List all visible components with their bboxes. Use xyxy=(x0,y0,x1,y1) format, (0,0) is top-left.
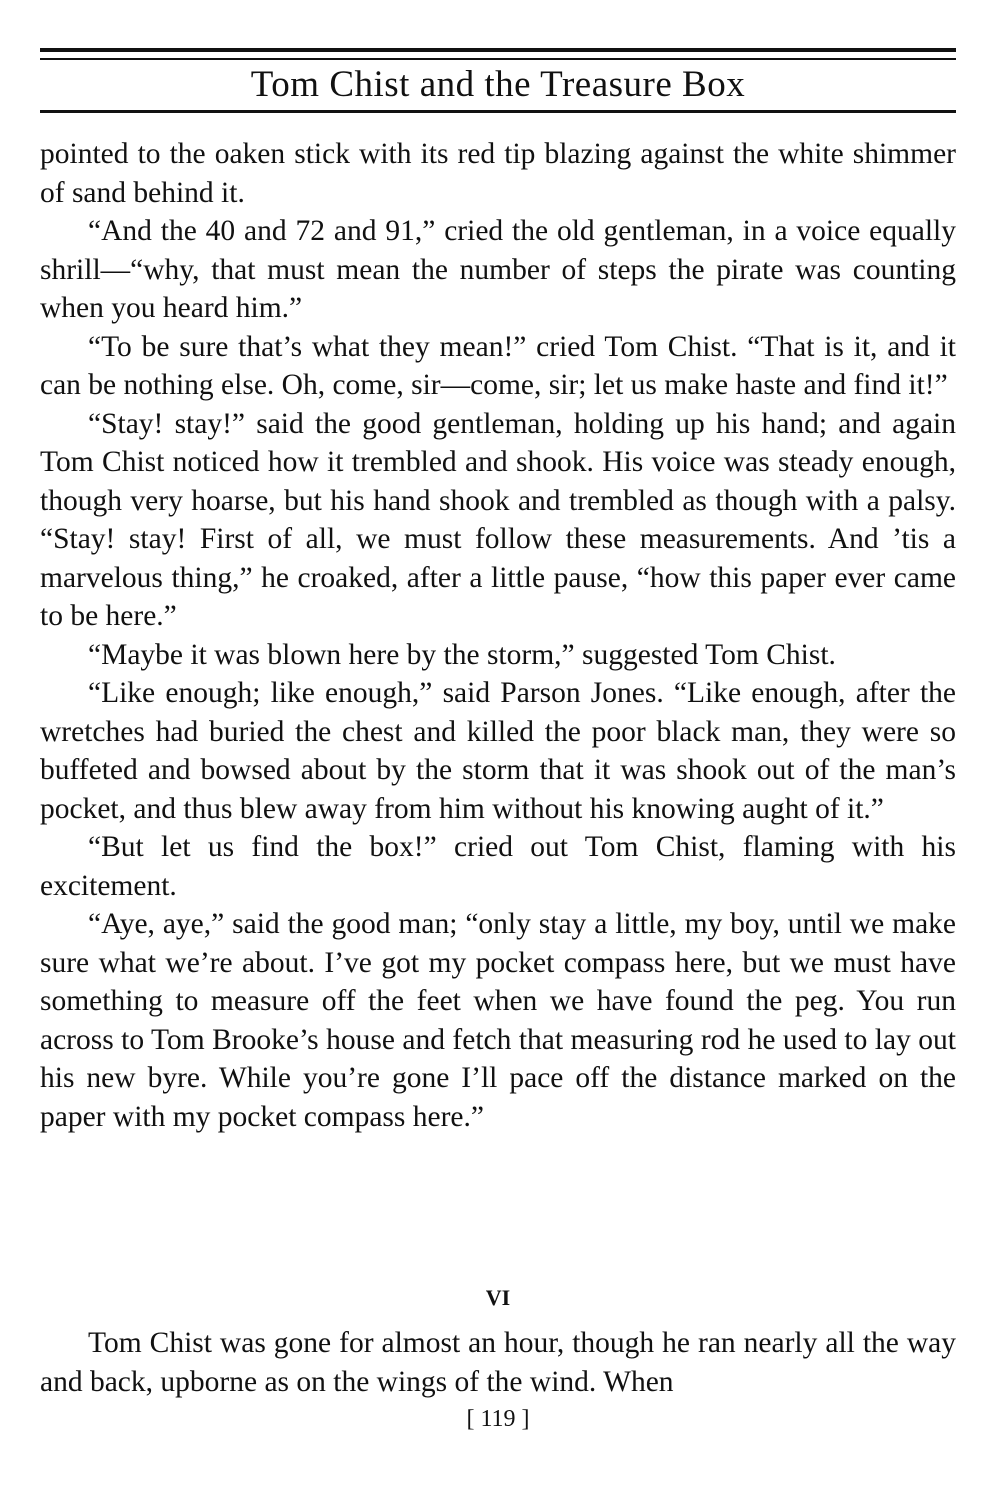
paragraph: “Maybe it was blown here by the storm,” suggested Tom Chist. xyxy=(88,638,836,671)
paragraph: Tom Chist was gone for almost an hour, though he ran nearly all the way and back, upborne as on the wings of the wind. When xyxy=(40,1327,956,1398)
paragraph: “Stay! stay!” said the good gentleman, holding up his hand; and again Tom Chist noticed how it trembled and shook. His voice was steady enough, though very hoarse, but his hand shook and trembled as though with a palsy. “Stay! stay! First of all, we must follow these measurements. And ’tis a marvelous thing,” he croaked, after a little pause, “how this paper ever came to be here.” xyxy=(40,407,956,632)
header-rule-top xyxy=(40,48,956,52)
paragraph: “Aye, aye,” said the good man; “only stay a little, my boy, until we make sure what we’re about. I’ve got my pocket compass here, but we must have something to measure off the feet when we have found the peg. You run across to Tom Brooke’s house and fetch that measuring rod he used to lay out his new byre. While you’re gone I’ll pace off the distance marked on the paper with my pocket compass here.” xyxy=(40,908,956,1133)
running-title: Tom Chist and the Treasure Box xyxy=(250,64,746,105)
page-number: [ 119 ] xyxy=(466,1406,530,1432)
paragraph: “Like enough; like enough,” said Parson Jones. “Like enough, after the wretches had buried the chest and killed the poor black man, they were so buffeted and bowsed about by the storm that it was shook out of the man’s pocket, and thus blew away from him without his knowing aught of it.” xyxy=(40,677,956,825)
header-rule-second xyxy=(40,58,956,60)
section-text xyxy=(40,1324,956,1401)
paragraph: “And the 40 and 72 and 91,” cried the old gentleman, in a voice equally shrill—“why, that must mean the number of steps the pirate was counting when you heard him.” xyxy=(40,215,956,324)
header-rule-bottom xyxy=(40,110,956,113)
paragraph: “To be sure that’s what they mean!” cried Tom Chist. “That is it, and it can be nothing else. Oh, come, sir—come, sir; let us make haste and find it!” xyxy=(40,330,956,401)
section-heading: VI xyxy=(485,1285,511,1310)
paragraph: “But let us find the box!” cried out Tom Chist, flaming with his excitement. xyxy=(40,831,956,902)
body-text xyxy=(40,135,956,1136)
book-page xyxy=(40,0,956,1504)
paragraph: pointed to the oaken stick with its red tip blazing against the white shimmer of sand behind it. xyxy=(40,138,956,209)
